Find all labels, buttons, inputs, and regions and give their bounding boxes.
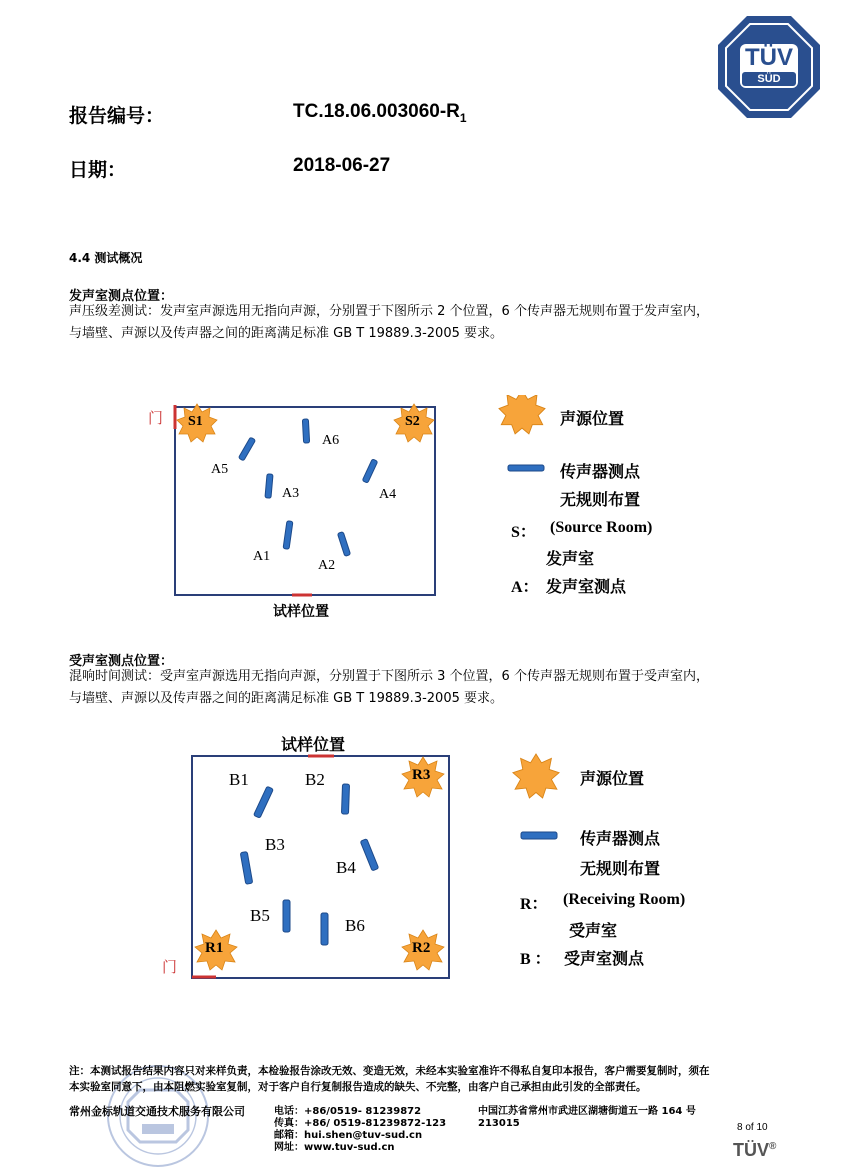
mic-b3 bbox=[240, 852, 252, 885]
source-legend-mic1: 传声器测点 bbox=[560, 462, 641, 481]
receiving-r1-label: R1 bbox=[205, 940, 224, 956]
footer-web: 网址：www.tuv-sud.cn bbox=[274, 1142, 395, 1153]
tuv-sud-logo bbox=[716, 14, 822, 120]
footer-fax: 传真：+86/ 0519-81239872-123 bbox=[274, 1118, 447, 1129]
source-legend-a-cn: 发声室测点 bbox=[546, 577, 627, 596]
receiving-legend-mic2: 无规则布置 bbox=[580, 859, 661, 878]
legend-source-star bbox=[499, 395, 545, 434]
date-label: 日期： bbox=[69, 159, 127, 181]
legend-receiving-star bbox=[513, 754, 559, 798]
receiving-door-label: 门 bbox=[162, 958, 178, 976]
receiving-b4-label: B4 bbox=[336, 858, 356, 877]
mic-a6 bbox=[302, 419, 309, 443]
source-door-label: 门 bbox=[148, 411, 164, 427]
footer-company: 常州金标轨道交通技术服务有限公司 bbox=[69, 1105, 245, 1118]
source-a6-label: A6 bbox=[322, 433, 340, 448]
report-number-main: TC.18.06.003060-R bbox=[293, 101, 460, 122]
mic-a3 bbox=[265, 474, 273, 498]
source-legend-source: 声源位置 bbox=[560, 409, 625, 428]
source-sample-label: 试样位置 bbox=[273, 604, 329, 620]
mic-b2 bbox=[341, 784, 349, 814]
source-room-diagram bbox=[140, 395, 860, 625]
receiving-b1-label: B1 bbox=[229, 770, 249, 789]
report-number-value bbox=[293, 101, 467, 125]
footer-brand-text: TÜV bbox=[733, 1140, 769, 1160]
receiving-room-diagram bbox=[150, 728, 860, 983]
footer-tel: 电话：+86/0519- 81239872 bbox=[274, 1106, 422, 1117]
receiving-legend-r-en: (Receiving Room) bbox=[563, 891, 686, 908]
mic-b5 bbox=[283, 900, 290, 932]
source-room-shapes bbox=[140, 395, 860, 625]
receiving-b3-label: B3 bbox=[265, 835, 285, 854]
receiving-r3-label: R3 bbox=[412, 767, 431, 783]
receiving-room-line1: 混响时间测试：受声室声源选用无指向声源，分别置于下图所示 3 个位置，6 个传声器无规则布置于受声室内， bbox=[69, 669, 709, 684]
receiving-sample-label: 试样位置 bbox=[281, 735, 346, 754]
mic-a5 bbox=[238, 437, 255, 461]
footer-brand bbox=[733, 1140, 776, 1161]
mic-b4 bbox=[360, 839, 378, 871]
source-s2-label: S2 bbox=[405, 414, 420, 429]
source-room-line1: 声压级差测试：发声室声源选用无指向声源，分别置于下图所示 2 个位置，6 个传声器无规则布置于发声室内， bbox=[69, 304, 709, 319]
source-room-line2: 与墙壁、声源以及传声器之间的距离满足标准 GB T 19889.3-2005 要求。 bbox=[69, 326, 503, 341]
source-legend-a-key: A： bbox=[511, 579, 539, 596]
mic-a2 bbox=[337, 532, 350, 557]
receiving-b5-label: B5 bbox=[250, 906, 270, 925]
section-title: 4.4 测试概况 bbox=[69, 251, 143, 265]
source-legend-s-cn: 发声室 bbox=[546, 549, 595, 568]
logo-top-text: TÜV bbox=[745, 44, 793, 71]
page-number: 8 of 10 bbox=[737, 1122, 768, 1133]
receiving-legend-b-key: B ： bbox=[520, 951, 551, 968]
mic-b1 bbox=[254, 786, 274, 818]
receiving-room-shapes bbox=[150, 728, 860, 983]
source-s1-label: S1 bbox=[188, 414, 203, 429]
source-a3-label: A3 bbox=[282, 486, 300, 501]
footer-address: 中国江苏省常州市武进区湖塘街道五一路 164 号 bbox=[478, 1106, 696, 1117]
receiving-legend-mic1: 传声器测点 bbox=[580, 829, 661, 848]
footer-note-line1: 注：本测试报告结果内容只对来样负责，本检验报告涂改无效、变造无效，未经本实验室准许不得私自复印本报告，客户需要复制时，须在 bbox=[69, 1065, 710, 1077]
receiving-legend-source: 声源位置 bbox=[580, 769, 645, 788]
receiving-legend-r-cn: 受声室 bbox=[569, 921, 618, 940]
source-legend-mic2: 无规则布置 bbox=[560, 490, 641, 509]
footer-note-line2: 本实验室同意下，由本阻燃实验室复制，对于客户自行复制报告造成的缺失、不完整，由客户自己承担由此引发的全部责任。 bbox=[69, 1081, 647, 1093]
source-legend-s-key: S： bbox=[511, 524, 536, 541]
receiving-room-line2: 与墙壁、声源以及传声器之间的距离满足标准 GB T 19889.3-2005 要求。 bbox=[69, 691, 503, 706]
date-value: 2018-06-27 bbox=[293, 155, 391, 176]
receiving-b2-label: B2 bbox=[305, 770, 325, 789]
footer-brand-reg: ® bbox=[769, 1141, 777, 1152]
mic-b6 bbox=[321, 913, 328, 945]
source-a5-label: A5 bbox=[211, 462, 229, 477]
report-number-sub: 1 bbox=[459, 110, 467, 125]
receiving-r2-label: R2 bbox=[412, 940, 431, 956]
report-number-label: 报告编号： bbox=[69, 105, 165, 127]
source-room-heading: 发声室测点位置： bbox=[69, 289, 174, 304]
legend-receiving-mic bbox=[521, 832, 557, 839]
source-legend-s-en: (Source Room) bbox=[550, 519, 653, 536]
footer-zip: 213015 bbox=[478, 1118, 520, 1129]
mic-a1 bbox=[283, 521, 293, 550]
footer-email: 邮箱：hui.shen@tuv-sud.cn bbox=[274, 1130, 423, 1141]
source-a4-label: A4 bbox=[379, 487, 397, 502]
receiving-room-heading: 受声室测点位置： bbox=[69, 654, 174, 669]
receiving-legend-r-key: R： bbox=[520, 896, 548, 913]
source-a2-label: A2 bbox=[318, 558, 336, 573]
mic-a4 bbox=[362, 459, 378, 483]
logo-bottom-text: SÜD bbox=[757, 73, 781, 85]
source-a1-label: A1 bbox=[253, 549, 271, 564]
legend-mic bbox=[508, 465, 544, 471]
receiving-legend-b-cn: 受声室测点 bbox=[564, 949, 645, 968]
receiving-b6-label: B6 bbox=[345, 916, 365, 935]
